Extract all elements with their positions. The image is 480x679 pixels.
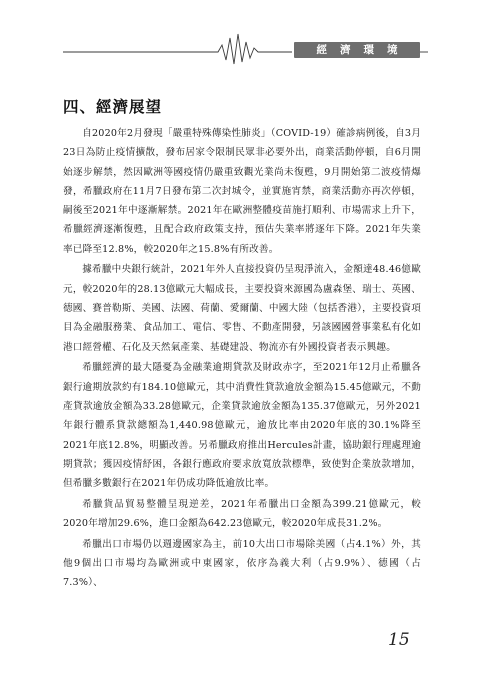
paragraph: 希臘出口市場仍以週邊國家為主，前10大出口市場除美國（占4.1%）外，其他9個出口市場均為歐洲或中東國家，依序為義大利（占9.9%）、德國（占7.3%）、 [63, 538, 421, 589]
paragraph: 希臘貨品貿易整體呈現逆差，2021年希臘出口金額為399.21億歐元，較2020年增加29.6%，進口金額為642.23億歐元，較2020年成長31.2%。 [63, 498, 421, 530]
running-header [0, 0, 480, 70]
section-title: 四、經濟展望 [63, 97, 163, 116]
heartbeat-line-decoration [0, 0, 480, 70]
paragraph: 希臘經濟的最大隱憂為金融業逾期貸款及財政赤字，至2021年12月止希臘各銀行逾期放款約有184.10億歐元，其中消費性貸款逾放金額為15.45億歐元，不動產貸款逾放金額為33.28億歐元，企業貸款逾放金額為135.37億歐元，另外2021年銀行體系貸款總額為1,440.98億歐元，逾放比率由2020年底的30.1%降至2021年底12.8%，明顯改善。另希臘政府推出Hercules計畫，協助銀行理處理逾期貸款；獲因疫情紓困，各銀行應政府要求放寬放款標準，致使對企業放款增加，但希臘多數銀行在2021年仍成功降低逾放比率。 [63, 362, 421, 490]
header-title: 經濟環境 [316, 44, 411, 56]
paragraph: 自2020年2月發現「嚴重特殊傳染性肺炎」（COVID-19）確診病例後，自3月23日為防止疫情擴散，發布居家令限制民眾非必要外出，商業活動停頓，自6月開始逐步解禁，然因歐洲等國疫情仍嚴重致觀光業尚未復甦，9月開始第二波疫情爆發，希臘政府在11月7日發布第二次封城令，並實施宵禁，商業活動亦再次停頓，嗣後至2021年中逐漸解禁。2021年在歐洲整體疫苗施打順利、市場需求上升下，希臘經濟逐漸復甦，且配合政府政策支持，預估失業率將逐年下降。2021年失業率已降至12.8%，較2020年之15.8%有所改善。 [63, 128, 421, 255]
page-number: 15 [388, 630, 410, 650]
body-text [63, 124, 421, 594]
paragraph: 據希臘中央銀行統計，2021年外人直接投資仍呈現淨流入，金額達48.46億歐元，較2020年的28.13億歐元大幅成長，主要投資來源國為盧森堡、瑞士、英國、德國、賽普勒斯、美國、法國、荷蘭、愛爾蘭、中國大陸（包括香港），主要投資項目為金融服務業、食品加工、電信、零售、不動產開發，另該國國營事業私有化如港口經營權、石化及天然氣產業、基礎建設、物流亦有外國投資者表示興趣。 [63, 264, 421, 353]
